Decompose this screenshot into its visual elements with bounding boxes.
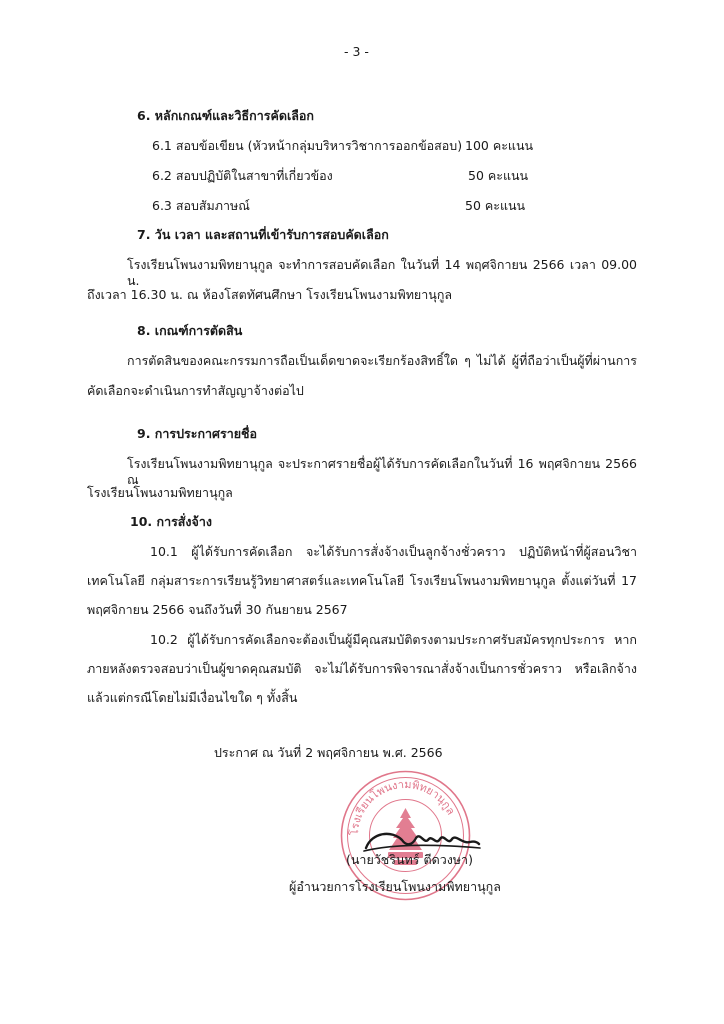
section-8-line-2: คัดเลือกจะดำเนินการทำสัญญาจ้างต่อไป — [87, 383, 304, 398]
section-6-item-2-score: 50 คะแนน — [468, 168, 529, 183]
section-9-title: 9. การประกาศรายชื่อ — [137, 426, 258, 441]
section-7-title: 7. วัน เวลา และสถานที่เข้ารับการสอบคัดเลือก — [137, 227, 389, 242]
section-8-line-1: การตัดสินของคณะกรรมการถือเป็นเด็ดขาดจะเรียกร้องสิทธิ์ใด ๆ ไม่ได้ ผู้ที่ถือว่าเป็นผู้ที่ผ่านการ — [127, 353, 637, 368]
signer-name: (นายวัชรินทร์ ตีดวงษา) — [346, 852, 473, 867]
section-10-2-line-1: 10.2 ผู้ได้รับการคัดเลือกจะต้องเป็นผู้มีคุณสมบัติตรงตามประกาศรับสมัครทุกประการ หาก — [150, 632, 637, 647]
section-6-item-3-score: 50 คะแนน — [465, 198, 526, 213]
section-7-line-1: โรงเรียนโพนงามพิทยานุกูล จะทำการสอบคัดเลือก ในวันที่ 14 พฤศจิกายน 2566 เวลา 09.00 น. — [127, 257, 637, 288]
signer-title: ผู้อำนวยการโรงเรียนโพนงามพิทยานุกูล — [289, 879, 501, 894]
section-10-2-line-2: ภายหลังตรวจสอบว่าเป็นผู้ขาดคุณสมบัติ จะไม่ได้รับการพิจารณาสั่งจ้างเป็นการชั่วคราว หรือเลิกจ้าง — [87, 661, 637, 676]
section-6-item-1-score: 100 คะแนน — [465, 138, 534, 153]
page-number: - 3 - — [344, 44, 369, 59]
section-6-item-2-label: 6.2 สอบปฏิบัติในสาขาที่เกี่ยวข้อง — [152, 168, 333, 183]
section-9-line-1: โรงเรียนโพนงามพิทยานุกูล จะประกาศรายชื่อผู้ได้รับการคัดเลือกในวันที่ 16 พฤศจิกายน 2566 ณ — [127, 456, 637, 487]
section-10-1-line-2: เทคโนโลยี กลุ่มสาระการเรียนรู้วิทยาศาสตร์และเทคโนโลยี โรงเรียนโพนงามพิทยานุกูล ตั้งแต่วันที่ 17 — [87, 573, 637, 588]
section-8-title: 8. เกณฑ์การตัดสิน — [137, 323, 243, 338]
section-6-title: 6. หลักเกณฑ์และวิธีการคัดเลือก — [137, 108, 314, 123]
seal-text: โรงเรียนโพนงามพิทยานุกูล — [347, 777, 458, 836]
section-6-item-3-label: 6.3 สอบสัมภาษณ์ — [152, 198, 250, 213]
section-10-title: 10. การสั่งจ้าง — [130, 514, 212, 529]
section-9-line-2: โรงเรียนโพนงามพิทยานุกูล — [87, 485, 233, 500]
section-10-1-line-1: 10.1 ผู้ได้รับการคัดเลือก จะได้รับการสั่งจ้างเป็นลูกจ้างชั่วคราว ปฏิบัติหน้าที่ผู้สอนวิชา — [150, 544, 637, 559]
announcement-date: ประกาศ ณ วันที่ 2 พฤศจิกายน พ.ศ. 2566 — [214, 745, 443, 760]
section-6-item-1-label: 6.1 สอบข้อเขียน (หัวหน้ากลุ่มบริหารวิชาการออกข้อสอบ) — [152, 138, 463, 153]
section-7-line-2: ถึงเวลา 16.30 น. ณ ห้องโสตทัศนศึกษา โรงเรียนโพนงามพิทยานุกูล — [87, 287, 453, 302]
section-10-2-line-3: แล้วแต่กรณีโดยไม่มีเงื่อนไขใด ๆ ทั้งสิ้น — [87, 690, 298, 705]
section-10-1-line-3: พฤศจิกายน 2566 จนถึงวันที่ 30 กันยายน 2567 — [87, 602, 348, 617]
